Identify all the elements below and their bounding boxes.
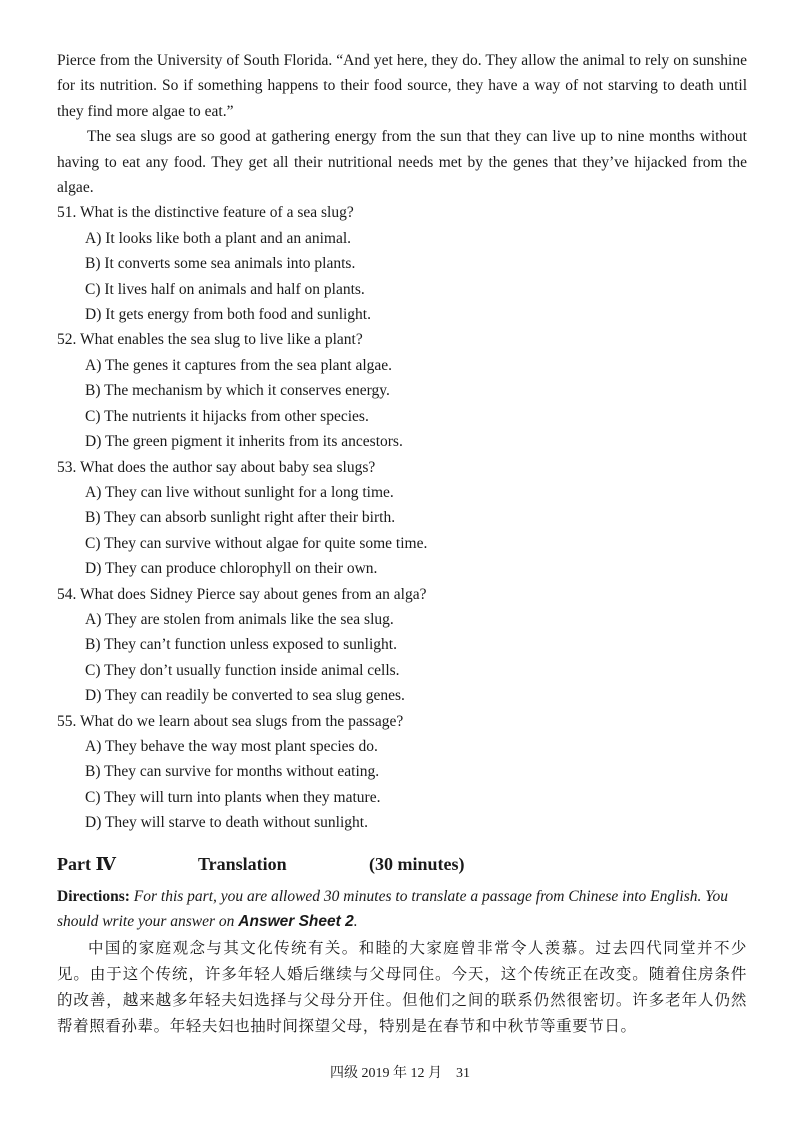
answer-option: B) The mechanism by which it conserves energy.: [85, 382, 390, 400]
answer-option: C) They will turn into plants when they mature.: [85, 788, 381, 806]
reading-section: [57, 48, 747, 836]
answer-option: A) They behave the way most plant species do.: [85, 737, 378, 755]
question-51: [57, 200, 747, 327]
question-stem: 55. What do we learn about sea slugs from the passage?: [57, 712, 404, 730]
answer-option: D) They will starve to death without sunlight.: [85, 814, 368, 832]
directions-text: For this part, you are allowed 30 minutes to translate a passage from Chinese into English. You should write your answer on: [57, 888, 728, 931]
answer-option: D) The green pigment it inherits from its ancestors.: [85, 433, 403, 451]
answer-option: D) They can produce chlorophyll on their own.: [85, 560, 378, 578]
passage-paragraph-2: The sea slugs are so good at gathering energy from the sun that they can live up to nine months without having to eat any food. They get all their nutritional needs met by the genes that they’ve hijacked from the algae.: [57, 128, 747, 197]
answer-option: A) They are stolen from animals like the sea slug.: [85, 610, 394, 628]
answer-option: B) They can survive for months without eating.: [85, 763, 380, 781]
directions-label: Directions:: [57, 888, 130, 905]
question-stem: 52. What enables the sea slug to live like a plant?: [57, 331, 363, 349]
question-stem: 51. What is the distinctive feature of a sea slug?: [57, 204, 354, 222]
answer-option: B) It converts some sea animals into plants.: [85, 255, 356, 273]
exam-label: 四级 2019 年 12 月: [330, 1066, 442, 1081]
answer-option: B) They can absorb sunlight right after their birth.: [85, 509, 396, 527]
question-53: [57, 455, 747, 582]
time-limit: (30 minutes): [369, 854, 465, 874]
page-number: 31: [456, 1066, 470, 1081]
answer-option: C) It lives half on animals and half on plants.: [85, 280, 365, 298]
question-55: [57, 709, 747, 836]
question-54: [57, 582, 747, 709]
answer-option: D) They can readily be converted to sea slug genes.: [85, 687, 405, 705]
section-title: Translation: [198, 854, 287, 874]
answer-option: B) They can’t function unless exposed to sunlight.: [85, 636, 397, 654]
answer-option: C) They can survive without algae for quite some time.: [85, 534, 428, 552]
part-label: Part Ⅳ: [57, 854, 116, 874]
answer-option: C) They don’t usually function inside animal cells.: [85, 661, 400, 679]
passage-paragraph-1: Pierce from the University of South Florida. “And yet here, they do. They allow the animal to rely on sunshine for its nutrition. So if something happens to their food source, they have a way of not starving to death until they find more algae to eat.”: [57, 52, 747, 120]
directions-end: .: [353, 913, 358, 931]
answer-option: C) The nutrients it hijacks from other species.: [85, 407, 369, 425]
chinese-passage: 中国的家庭观念与其文化传统有关。和睦的大家庭曾非常令人羡慕。过去四代同堂并不少见。由于这个传统，许多年轻人婚后继续与父母同住。今天，这个传统正在改变。随着住房条件的改善，越来越多年轻夫妇选择与父母分开住。但他们之间的联系仍然很密切。许多老年人仍然帮着照看孙辈。年轻夫妇也抽时间探望父母，特别是在春节和中秋节等重要节日。: [57, 939, 747, 1035]
answer-option: A) They can live without sunlight for a long time.: [85, 483, 394, 501]
answer-option: A) The genes it captures from the sea plant algae.: [85, 356, 393, 374]
answer-option: A) It looks like both a plant and an animal.: [85, 229, 352, 247]
page-footer: [0, 1062, 800, 1082]
directions: [57, 884, 747, 935]
question-stem: 54. What does Sidney Pierce say about genes from an alga?: [57, 585, 427, 603]
part-heading: [57, 854, 747, 882]
answer-sheet-ref: Answer Sheet 2: [238, 913, 354, 931]
answer-option: D) It gets energy from both food and sunlight.: [85, 306, 371, 324]
question-52: [57, 327, 747, 454]
question-stem: 53. What does the author say about baby sea slugs?: [57, 458, 376, 476]
